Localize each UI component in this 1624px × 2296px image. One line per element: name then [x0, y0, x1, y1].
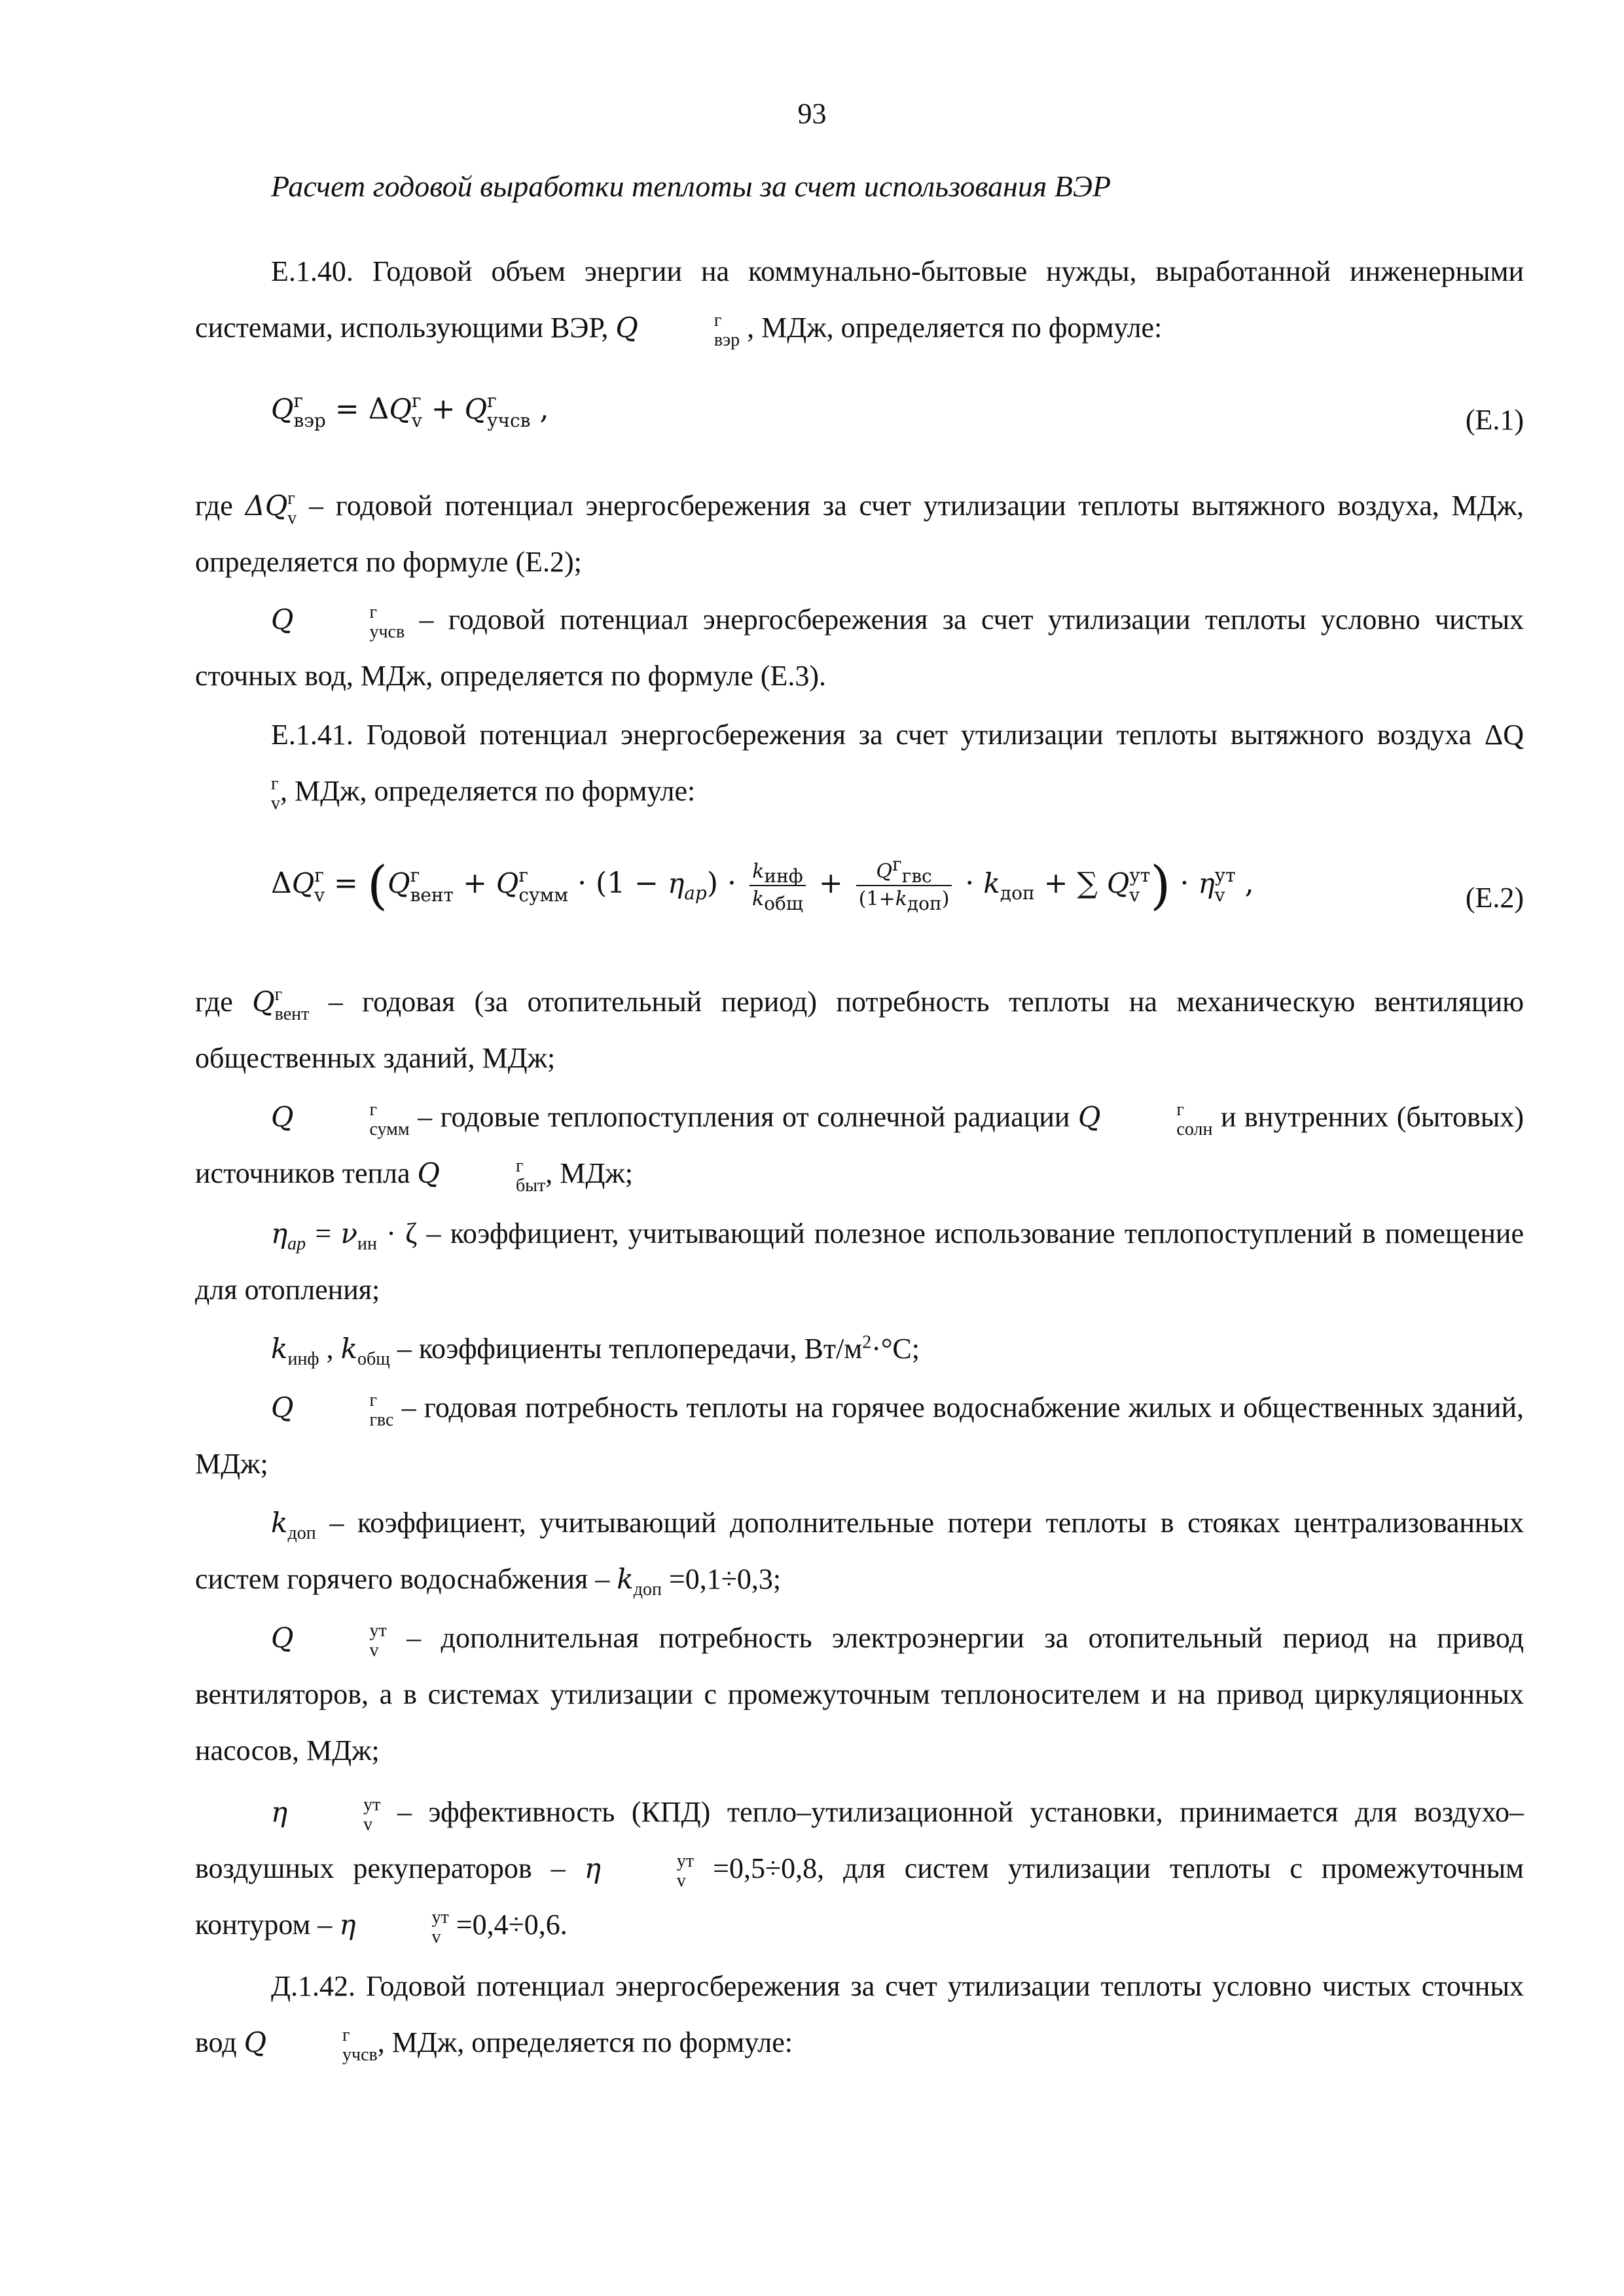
paragraph-d-1-42: Д.1.42. Годовой потенциал энергосбережения за счет утилизации теплоты условно чистых сточных вод Q г учсв , МДж, определяется по формуле:	[195, 1970, 1525, 2065]
clause-text: Годовой объем энергии на коммунально-бытовые нужды, выработанной инженерными системами, использующими ВЭР,	[195, 255, 1524, 344]
section-heading: Расчет годовой выработки теплоты за счет использования ВЭР	[271, 170, 1111, 203]
where-q-v-ut: Q ут v – дополнительная потребность электроэнергии за отопительный период на привод вентиляторов, а в системах утилизации с промежуточным теплоносителем и на привод циркуляционных насосов, МДж;	[195, 1620, 1524, 1767]
where-eta-ar: $\eta_{ap} = \nu_{ин} \cdot \zeta$ – коэффициент, учитывающий полезное использование теплопоступлений в помещение для отопления;	[195, 1217, 1524, 1306]
where-q-vent: где Q г вент – годовая (за отопительный период) потребность теплоты на механическую вентиляцию общественных зданий, МДж;	[195, 984, 1525, 1074]
clause-label: Е.1.40.	[271, 255, 353, 287]
where-k-coefficients: $k_{инф}$ , $k_{общ}$ – коэффициенты теплопередачи, $Вт/м^2\cdot^\circ С$;	[271, 1332, 920, 1369]
equation-e1	[271, 391, 1524, 463]
equation-number: (Е.1)	[1465, 404, 1524, 436]
symbol-sup: г	[713, 310, 722, 331]
where-eta-v-ut: η ут v – эффективность (КПД) тепло–утилизационной установки, принимается для воздухо–воздушных рекуператоров – η ут v =0,5÷0,8, для систем утилизации теплоты с промежуточным контуром – η ут v =0,4÷0,6.	[195, 1794, 1524, 1947]
where-k-dop: $k_{доп}$ – коэффициент, учитывающий дополнительные потери теплоты в стояках централизованных систем горячего водоснабжения – $k_{доп} =0,1\div 0,3$;	[195, 1507, 1525, 1600]
equation-body: Q г вэр = ΔQ г v + Q г учсв ,	[271, 390, 549, 431]
page-number: 93	[797, 98, 827, 130]
equation-body: ΔQ г v = (Q г вент + Q г сумм · $(1 - \eta_{ap})$ · $\frac{k_{инф}}{k_{общ}}$ + $\frac{Q^г_{гвс}}{(1+k_{доп})}$ · $k_{доп}$ + ∑ Q ут v ) · η ут v ,	[271, 853, 1254, 916]
symbol-sub: вэр	[713, 329, 740, 350]
symbol-q: Q	[615, 312, 638, 344]
equation-e2	[271, 855, 1524, 946]
where-q-summ: Q г сумм – годовые теплопоступления от солнечной радиации Q г солн и внутренних (бытовых) источников тепла Q г быт , МДж;	[195, 1099, 1525, 1196]
where-q-gvs: Q г гвс – годовая потребность теплоты на горячее водоснабжение жилых и общественных зданий, МДж;	[195, 1390, 1524, 1480]
where-delta-q: где ΔQ г v – годовой потенциал энергосбережения за счет утилизации теплоты вытяжного воздуха, МДж, определяется по формуле (Е.2);	[195, 488, 1525, 578]
paragraph-e-1-41: Е.1.41. Годовой потенциал энергосбережения за счет утилизации теплоты вытяжного воздуха ΔQ г v , МДж, определяется по формуле:	[271, 719, 1524, 814]
equation-number: (Е.2)	[1465, 882, 1524, 914]
paragraph-e-1-40	[195, 243, 1524, 356]
clause-text-end: , МДж, определяется по формуле:	[747, 312, 1163, 344]
where-q-uchsv: Q г учсв – годовой потенциал энергосбережения за счет утилизации теплоты условно чистых сточных вод, МДж, определяется по формуле (Е.3).	[195, 601, 1525, 692]
